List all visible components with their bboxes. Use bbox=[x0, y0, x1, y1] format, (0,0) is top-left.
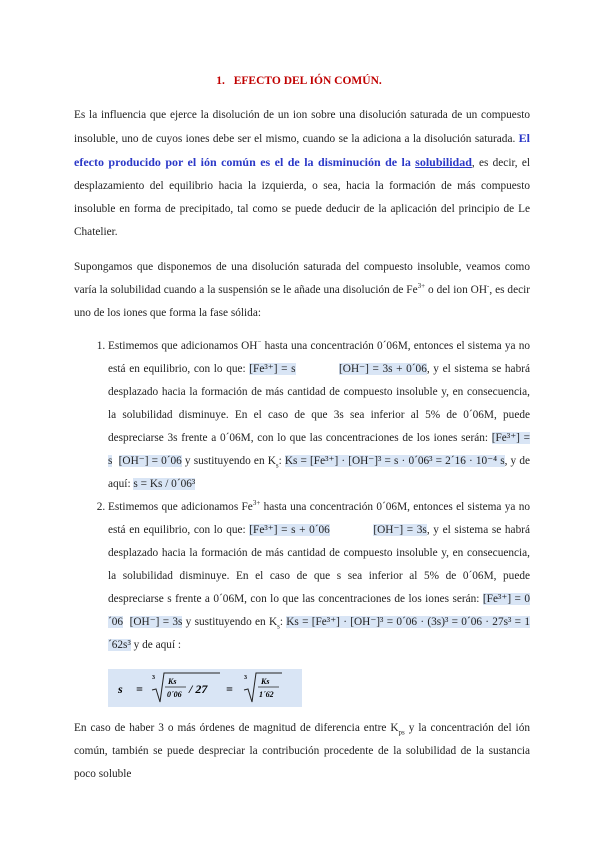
paragraph-text: y la concentración del ión común, también se puede despreciar la contribución procedente de la solubilidad de la sustancia poco soluble bbox=[74, 722, 530, 780]
document-page bbox=[74, 70, 530, 786]
equation-fe: [Fe³⁺] = s + 0´06 bbox=[249, 524, 330, 536]
paragraph-definition bbox=[74, 104, 530, 244]
item-text: , y el sistema se habrá desplazado hacia la formación de más cantidad de compuesto insoluble y, en consecuencia, la solubilidad disminuye. En el caso de que s sea inferior al 5% de 0´06M, puede despreciarse s frente a 0´06M, con lo que las concentraciones de los iones serán: bbox=[108, 524, 530, 605]
fraction-denominator: 0´06 bbox=[167, 690, 182, 699]
superscript: − bbox=[257, 338, 262, 347]
case-list bbox=[74, 335, 530, 657]
section-heading bbox=[74, 70, 530, 94]
highlight-text: El efecto producido por el ión común es el de la disminución de la bbox=[74, 131, 530, 169]
paragraph-text: , es decir uno de los iones que forma la fase sólida: bbox=[74, 284, 530, 319]
paragraph-conclusion bbox=[74, 717, 530, 786]
formula-lhs: s bbox=[118, 682, 123, 696]
heading-text: EFECTO DEL IÓN COMÚN. bbox=[233, 75, 382, 87]
root-index: 3 bbox=[152, 675, 155, 681]
equation-fe-approx: [Fe³⁺] = 0´06 bbox=[108, 593, 531, 628]
equation-ks: Ks = [Fe³⁺] · [OH⁻]³ = s · 0´06³ = 2´16 · 10⁻⁴ s bbox=[284, 455, 505, 467]
heading-number: 1. bbox=[216, 75, 225, 87]
subscript: ps bbox=[398, 728, 405, 737]
item-text: y sustituyendo en K bbox=[182, 616, 278, 628]
paragraph-text: , es decir, el desplazamiento del equilibrio hacia la izquierda, o sea, hacia la formación de más compuesto insoluble en forma de precipitado, tal como se puede deducir de la aplicación del principio de Le Chatelier. bbox=[74, 157, 531, 238]
superscript: 3+ bbox=[252, 499, 261, 508]
formula-equals: = bbox=[136, 682, 143, 696]
paragraph-text: o del ion OH bbox=[425, 284, 487, 296]
item-text: : bbox=[279, 616, 287, 628]
paragraph-text: Es la influencia que ejerce la disolución de un ion sobre una disolución saturada de un compuesto insoluble, uno de cuyos iones debe ser el mismo, cuando se la adiciona a la disolución saturada. bbox=[74, 109, 530, 145]
item-text: Estimemos que adicionamos OH bbox=[108, 340, 258, 352]
fraction-numerator: Ks bbox=[168, 677, 177, 686]
item-text: hasta una concentración 0´06M, entonces el sistema ya no está en equilibrio, con lo que: bbox=[108, 340, 530, 375]
list-item-oh bbox=[108, 335, 530, 496]
fraction-numerator-2: Ks bbox=[261, 677, 270, 686]
formula-svg bbox=[116, 670, 296, 706]
paragraph-text: Supongamos que disponemos de una disolución saturada del compuesto insoluble, veamos como varía la solubilidad cuando a la suspensión se le añade una disolución de Fe bbox=[74, 261, 530, 296]
item-text: y de aquí : bbox=[130, 639, 182, 651]
equation-oh: [OH⁻] = 3s + 0´06 bbox=[339, 363, 427, 375]
item-text: : bbox=[278, 455, 285, 467]
equation-s: s = Ks / 0´06³ bbox=[133, 478, 196, 490]
radical-sign bbox=[152, 673, 220, 702]
item-text: , y el sistema se habrá desplazado hacia la formación de más cantidad de compuesto insoluble y, en consecuencia, la solubilidad disminuye. En el caso de que 3s sea inferior al 5% de 0´06M, puede despreciarse 3s frente a 0´06M, con lo que las concentraciones de los iones serán: bbox=[108, 363, 530, 444]
subscript: s bbox=[277, 622, 280, 631]
superscript: 3+ bbox=[417, 282, 426, 291]
spacer bbox=[296, 363, 340, 375]
equation-oh-approx: [OH⁻] = 0´06 bbox=[118, 455, 182, 467]
equation-ks: Ks = [Fe³⁺] · [OH⁻]³ = 0´06 · (3s)³ = 0´06 · 27s³ = 1´62s³ bbox=[108, 616, 530, 651]
item-text: , y de aquí: bbox=[108, 455, 530, 490]
highlight-text-underlined: solubilidad bbox=[415, 155, 472, 169]
subscript: s bbox=[275, 461, 279, 470]
paragraph-intro bbox=[74, 256, 530, 325]
root-index-2: 3 bbox=[244, 675, 247, 681]
equation-oh-approx: [OH⁻] = 3s bbox=[129, 616, 183, 628]
fraction-denominator-2: 1´62 bbox=[259, 690, 274, 699]
equation-fe: [Fe³⁺] = s bbox=[249, 363, 296, 375]
item-text: Estimemos que adicionamos Fe bbox=[108, 501, 253, 513]
equation-fe-approx: [Fe³⁺] = s bbox=[108, 432, 530, 467]
item-text: y sustituyendo en K bbox=[181, 455, 276, 467]
superscript: - bbox=[486, 282, 490, 291]
paragraph-text: En caso de haber 3 o más órdenes de magnitud de diferencia entre K bbox=[74, 722, 399, 734]
formula-divisor: / 27 bbox=[189, 682, 208, 696]
item-text: hasta una concentración 0´06M, entonces el sistema ya no está en equilibrio, con lo que: bbox=[108, 501, 530, 536]
solubility-formula bbox=[108, 669, 302, 707]
equation-oh: [OH⁻] = 3s bbox=[373, 524, 427, 536]
list-item-fe bbox=[108, 496, 530, 657]
formula-equals-2: = bbox=[226, 682, 233, 696]
